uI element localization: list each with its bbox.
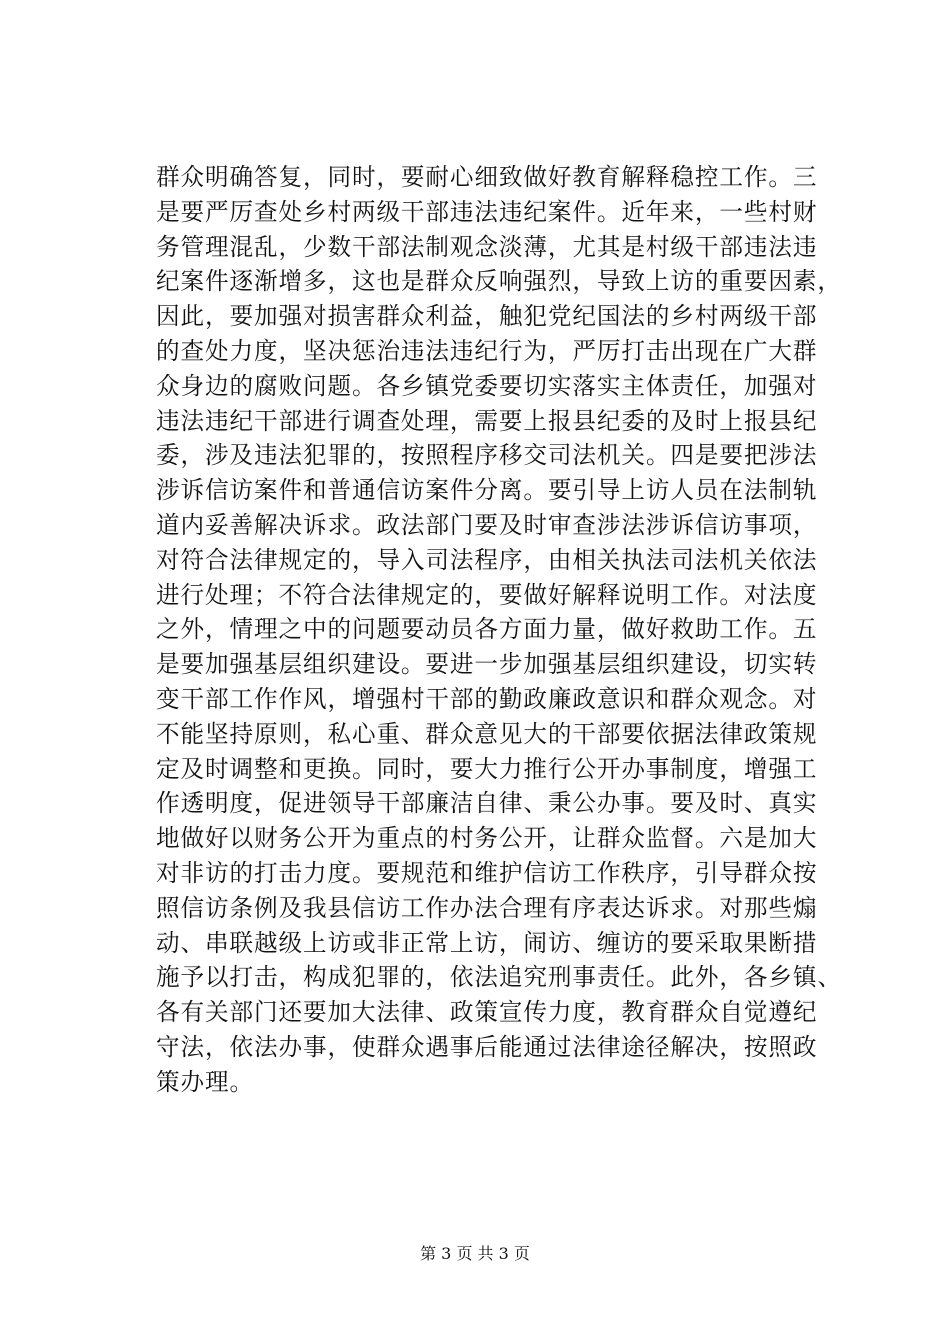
text-line: 涉诉信访案件和普通信访案件分离。要引导上访人员在法制轨 bbox=[156, 476, 818, 505]
text-line: 群众明确答复，同时，要耐心细致做好教育解释稳控工作。三 bbox=[156, 163, 818, 191]
text-line: 进行处理；不符合法律规定的，要做好解释说明工作。对法度 bbox=[156, 580, 818, 609]
body-paragraph bbox=[156, 160, 842, 1100]
text-line: 众身边的腐败问题。各乡镇党委要切实落实主体责任，加强对 bbox=[156, 371, 818, 400]
text-line: 守法，依法办事，使群众遇事后能通过法律途径解决，按照政 bbox=[156, 1032, 818, 1061]
text-line: 不能坚持原则，私心重、群众意见大的干部要依据法律政策规 bbox=[156, 719, 818, 748]
text-line: 之外，情理之中的问题要动员各方面力量，做好救助工作。五 bbox=[156, 615, 818, 644]
text-line: 照信访条例及我县信访工作办法合理有序表达诉求。对那些煽 bbox=[156, 893, 818, 922]
text-line: 策办理。 bbox=[156, 1067, 254, 1096]
text-line: 委，涉及违法犯罪的，按照程序移交司法机关。四是要把涉法 bbox=[156, 441, 818, 470]
text-line: 动、串联越级上访或非正常上访，闹访、缠访的要采取果断措 bbox=[156, 928, 818, 957]
text-line: 纪案件逐渐增多，这也是群众反响强烈，导致上访的重要因素， bbox=[156, 267, 842, 296]
page-number-footer: 第 3 页 共 3 页 bbox=[420, 1244, 530, 1263]
text-line: 定及时调整和更换。同时，要大力推行公开办事制度，增强工 bbox=[156, 754, 818, 783]
text-line: 地做好以财务公开为重点的村务公开，让群众监督。六是加大 bbox=[156, 824, 818, 853]
text-line: 变干部工作作风，增强村干部的勤政廉政意识和群众观念。对 bbox=[156, 684, 818, 713]
text-line: 是要加强基层组织建设。要进一步加强基层组织建设，切实转 bbox=[156, 650, 818, 679]
text-line: 作透明度，促进领导干部廉洁自律、秉公办事。要及时、真实 bbox=[156, 789, 818, 818]
text-line: 各有关部门还要加大法律、政策宣传力度，教育群众自觉遵纪 bbox=[156, 998, 818, 1027]
text-line: 对非访的打击力度。要规范和维护信访工作秩序，引导群众按 bbox=[156, 858, 818, 887]
text-line: 道内妥善解决诉求。政法部门要及时审查涉法涉诉信访事项， bbox=[156, 510, 818, 539]
text-line: 是要严厉查处乡村两级干部违法违纪案件。近年来，一些村财 bbox=[156, 197, 818, 226]
text-line: 违法违纪干部进行调查处理，需要上报县纪委的及时上报县纪 bbox=[156, 406, 818, 435]
text-line: 施予以打击，构成犯罪的，依法追究刑事责任。此外，各乡镇、 bbox=[156, 963, 842, 992]
text-line: 务管理混乱，少数干部法制观念淡薄，尤其是村级干部违法违 bbox=[156, 232, 818, 261]
text-line: 对符合法律规定的，导入司法程序，由相关执法司法机关依法 bbox=[156, 545, 818, 574]
text-line: 的查处力度，坚决惩治违法违纪行为，严厉打击出现在广大群 bbox=[156, 336, 818, 365]
text-line: 因此，要加强对损害群众利益，触犯党纪国法的乡村两级干部 bbox=[156, 302, 818, 331]
